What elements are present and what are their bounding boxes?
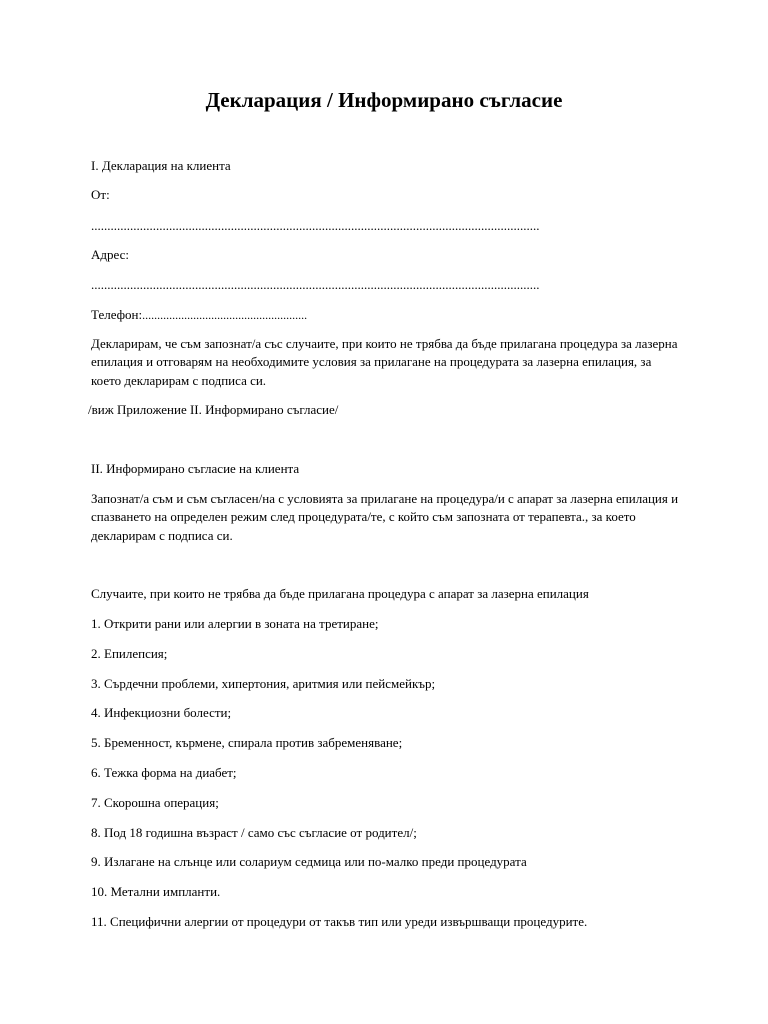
cases-heading: Случаите, при които не трябва да бъде прилагана процедура с апарат за лазерна епилация [91, 586, 589, 601]
address-fill-line: .......................................................................................................................................... [91, 277, 540, 292]
phone-row [91, 306, 307, 324]
from-label: От: [91, 187, 110, 202]
appendix-reference: /виж Приложение II. Информирано съгласие/ [88, 402, 339, 417]
phone-fill-line: ....................................................... [142, 308, 308, 322]
address-label: Адрес: [91, 247, 129, 262]
section2-heading: II. Информирано съгласие на клиента [91, 461, 300, 476]
list-item: 7. Скорошна операция; [91, 795, 219, 810]
list-item: 6. Тежка форма на диабет; [91, 765, 237, 780]
declaration-paragraph: Декларирам, че съм запознат/а със случаите, при които не трябва да бъде прилагана процедура за лазерна епилация и отговарям на необходимите условия за прилагане на процедурата за лазерна епилация, за което декларирам с подписа си. [91, 336, 678, 388]
section1-heading: I. Декларация на клиента [91, 158, 231, 173]
list-item: 9. Излагане на слънце или солариум седмица или по-малко преди процедурата [91, 854, 527, 869]
list-item: 1. Открити рани или алергии в зоната на третиране; [91, 616, 379, 631]
list-item: 11. Специфични алергии от процедури от такъв тип или уреди извършващи процедурите. [91, 914, 588, 929]
list-item: 4. Инфекциозни болести; [91, 705, 232, 720]
list-item: 8. Под 18 годишна възраст / само със съгласие от родител/; [91, 825, 417, 840]
list-item: 3. Сърдечни проблеми, хипертония, аритмия или пейсмейкър; [91, 676, 436, 691]
list-item: 2. Епилепсия; [91, 646, 168, 661]
consent-paragraph: Запознат/а съм и съм съгласен/на с условията за прилагане на процедура/и с апарат за лазерна епилация и спазването на определен режим след процедурата/те, с който съм запозната от терапевта., за което декларирам с подписа си. [91, 491, 679, 543]
list-item: 10. Метални импланти. [91, 884, 221, 899]
from-fill-line: .......................................................................................................................................... [91, 218, 540, 233]
phone-label: Телефон: [91, 307, 143, 322]
list-item: 5. Бременност, кърмене, спирала против забременяване; [91, 735, 403, 750]
document-title: Декларация / Информирано съгласие [205, 88, 563, 112]
